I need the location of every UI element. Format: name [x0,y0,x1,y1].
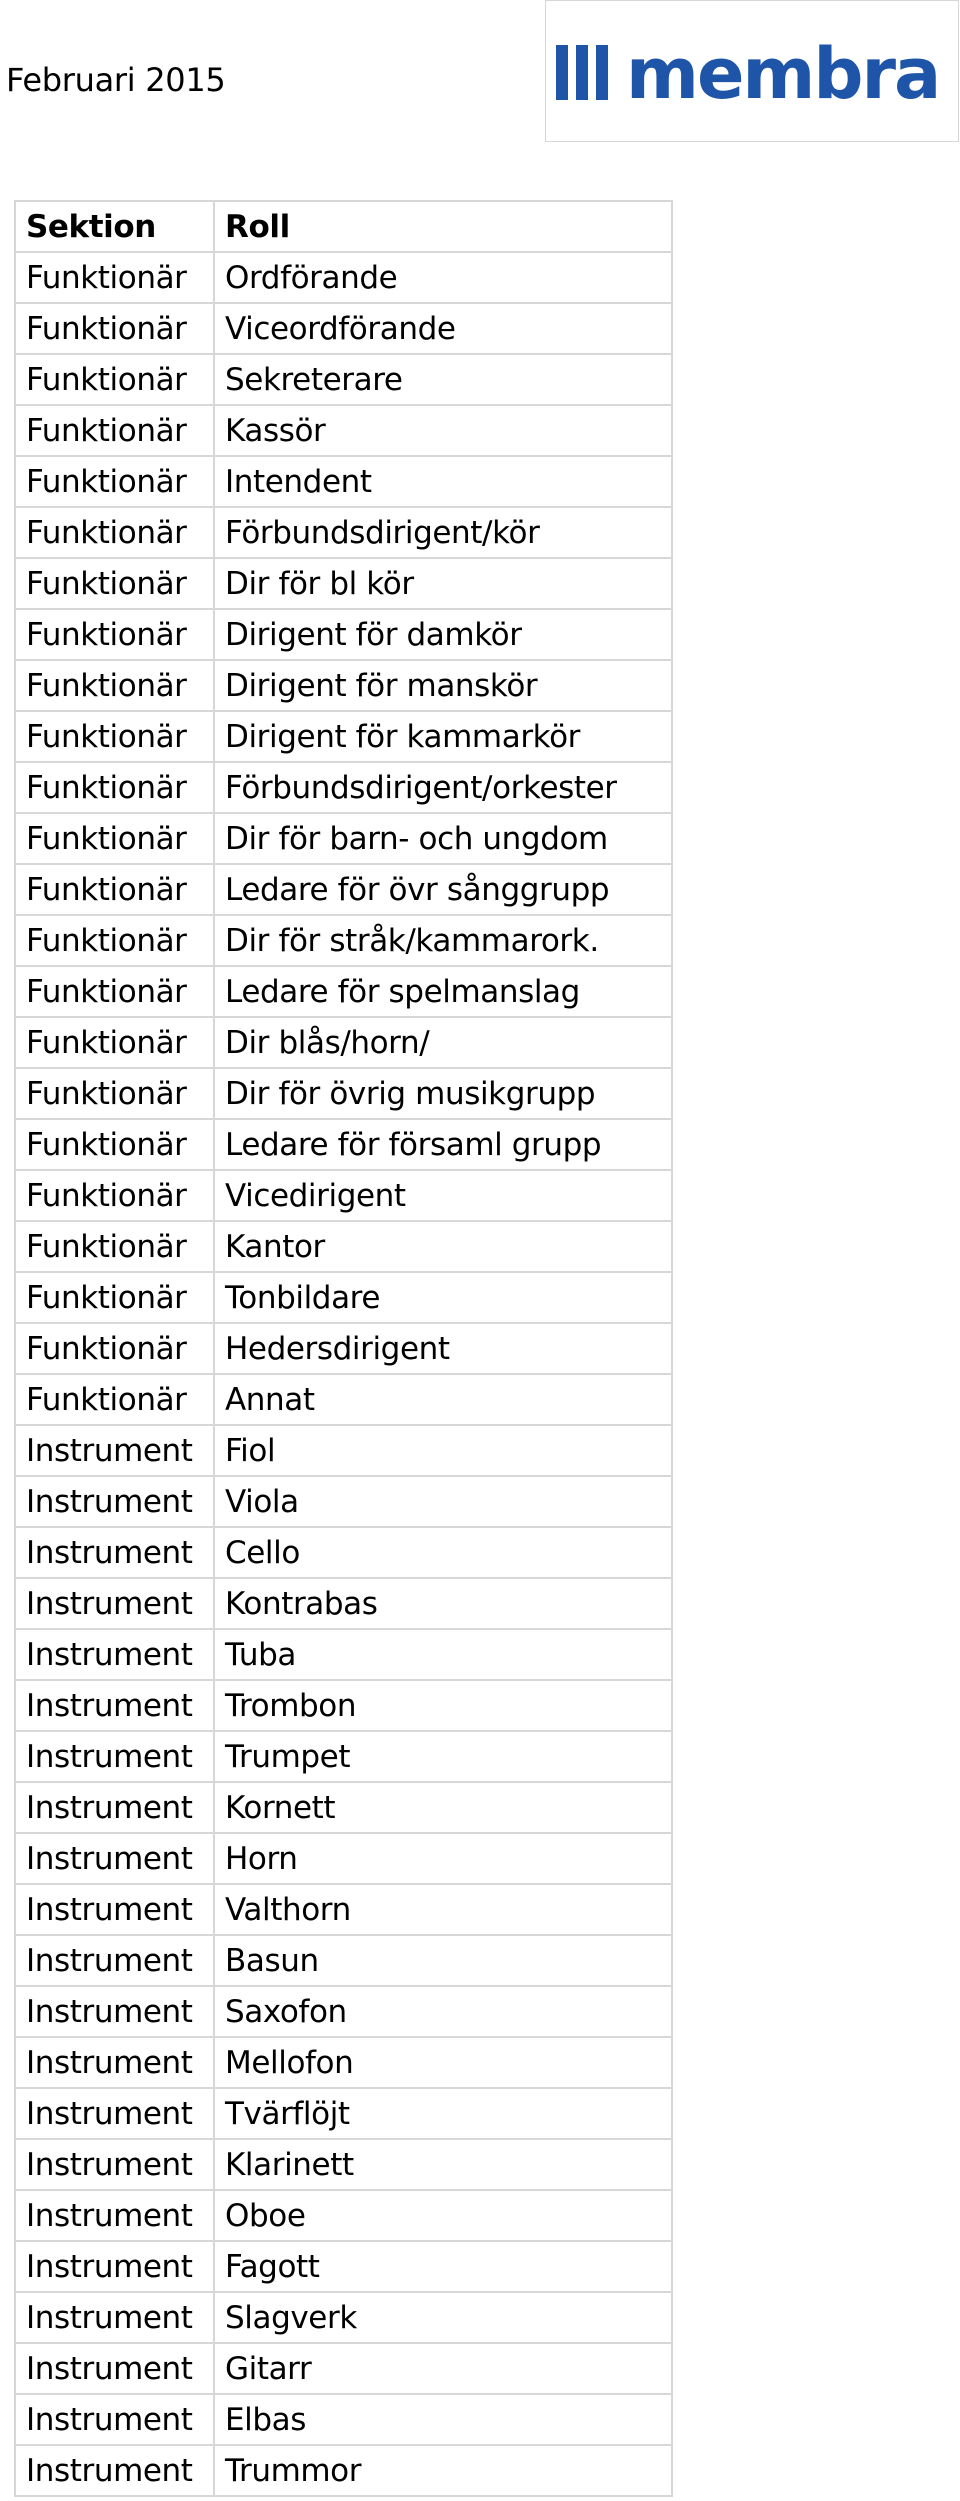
table-row [15,354,672,405]
table-row [15,2088,672,2139]
table-row [15,1986,672,2037]
roll-cell: Elbas [214,2394,672,2445]
sektion-cell: Instrument [15,2088,214,2139]
table-row [15,1935,672,1986]
table-row [15,1629,672,1680]
table-row [15,507,672,558]
sektion-cell: Instrument [15,1680,214,1731]
table-row [15,1884,672,1935]
table-row [15,558,672,609]
sektion-cell: Funktionär [15,507,214,558]
roll-cell: Annat [214,1374,672,1425]
sektion-cell: Instrument [15,1884,214,1935]
roll-cell: Horn [214,1833,672,1884]
sektion-cell: Instrument [15,1476,214,1527]
roll-cell: Kantor [214,1221,672,1272]
table-row [15,1119,672,1170]
table-row [15,1782,672,1833]
sektion-cell: Funktionär [15,660,214,711]
sektion-cell: Instrument [15,1425,214,1476]
roll-cell: Dirigent för kammarkör [214,711,672,762]
document-date: Februari 2015 [6,61,226,99]
sektion-cell: Funktionär [15,456,214,507]
roll-cell: Viola [214,1476,672,1527]
table-row [15,609,672,660]
roll-cell: Förbundsdirigent/kör [214,507,672,558]
membra-logo [545,0,959,142]
membra-logo-mark-icon [546,1,960,143]
sektion-cell: Funktionär [15,1119,214,1170]
roll-cell: Förbundsdirigent/orkester [214,762,672,813]
roll-cell: Intendent [214,456,672,507]
table-row [15,405,672,456]
roll-cell: Klarinett [214,2139,672,2190]
column-header-sektion: Sektion [15,201,214,252]
table-row [15,1731,672,1782]
table-row [15,456,672,507]
sektion-cell: Instrument [15,2241,214,2292]
sektion-cell: Instrument [15,1833,214,1884]
roll-cell: Dirigent för damkör [214,609,672,660]
table-body [15,252,672,2496]
sektion-cell: Funktionär [15,813,214,864]
roll-cell: Dirigent för manskör [214,660,672,711]
sektion-cell: Funktionär [15,252,214,303]
table-row [15,2394,672,2445]
sektion-cell: Funktionär [15,1323,214,1374]
table-row [15,1680,672,1731]
logo-wordmark: membra [626,33,940,115]
roll-cell: Dir för bl kör [214,558,672,609]
sektion-cell: Funktionär [15,711,214,762]
table-row [15,2292,672,2343]
roll-cell: Sekreterare [214,354,672,405]
sektion-cell: Instrument [15,2343,214,2394]
sektion-cell: Funktionär [15,1374,214,1425]
column-header-roll: Roll [214,201,672,252]
sektion-cell: Funktionär [15,1068,214,1119]
roll-cell: Ledare för spelmanslag [214,966,672,1017]
sektion-cell: Funktionär [15,609,214,660]
sektion-cell: Funktionär [15,558,214,609]
sektion-cell: Funktionär [15,762,214,813]
table-row [15,1578,672,1629]
sektion-cell: Instrument [15,2445,214,2496]
table-row [15,1833,672,1884]
table-row [15,252,672,303]
roll-cell: Vicedirigent [214,1170,672,1221]
sektion-cell: Funktionär [15,1272,214,1323]
roll-cell: Kontrabas [214,1578,672,1629]
sektion-cell: Funktionär [15,303,214,354]
table-row [15,1476,672,1527]
roll-cell: Cello [214,1527,672,1578]
table-row [15,2190,672,2241]
sektion-cell: Funktionär [15,915,214,966]
sektion-cell: Instrument [15,1782,214,1833]
sektion-cell: Funktionär [15,354,214,405]
table-row [15,1323,672,1374]
table-row [15,915,672,966]
table-row [15,1068,672,1119]
sektion-cell: Instrument [15,1527,214,1578]
roll-cell: Dir för övrig musikgrupp [214,1068,672,1119]
sektion-cell: Instrument [15,1935,214,1986]
table-row [15,660,672,711]
roll-cell: Tvärflöjt [214,2088,672,2139]
roll-cell: Ledare för övr sånggrupp [214,864,672,915]
sektion-cell: Funktionär [15,966,214,1017]
sektion-cell: Instrument [15,2037,214,2088]
roll-cell: Gitarr [214,2343,672,2394]
roll-cell: Dir blås/horn/ [214,1017,672,1068]
roll-cell: Fiol [214,1425,672,1476]
sektion-cell: Instrument [15,1731,214,1782]
roll-cell: Dir för barn- och ungdom [214,813,672,864]
sektion-cell: Instrument [15,2292,214,2343]
roll-cell: Kassör [214,405,672,456]
table-row [15,2445,672,2496]
table-row [15,813,672,864]
sektion-cell: Instrument [15,2139,214,2190]
table-row [15,2037,672,2088]
table-row [15,1017,672,1068]
table-header-row [15,201,672,252]
table-row [15,1425,672,1476]
table-row [15,1374,672,1425]
sektion-cell: Instrument [15,2190,214,2241]
sektion-cell: Funktionär [15,1017,214,1068]
roll-cell: Basun [214,1935,672,1986]
table-row [15,1170,672,1221]
sektion-cell: Funktionär [15,864,214,915]
roll-cell: Trumpet [214,1731,672,1782]
roll-cell: Ledare för församl grupp [214,1119,672,1170]
roll-cell: Oboe [214,2190,672,2241]
sektion-cell: Instrument [15,1578,214,1629]
table-row [15,1272,672,1323]
roll-cell: Fagott [214,2241,672,2292]
table-row [15,2139,672,2190]
table-row [15,2241,672,2292]
table-row [15,303,672,354]
table-row [15,711,672,762]
table-row [15,1221,672,1272]
roll-cell: Ordförande [214,252,672,303]
roll-cell: Trummor [214,2445,672,2496]
roll-cell: Tonbildare [214,1272,672,1323]
sektion-cell: Funktionär [15,1221,214,1272]
roll-cell: Trombon [214,1680,672,1731]
roll-cell: Saxofon [214,1986,672,2037]
roll-cell: Tuba [214,1629,672,1680]
table-row [15,864,672,915]
table-row [15,966,672,1017]
sektion-cell: Instrument [15,1986,214,2037]
table-row [15,762,672,813]
roll-cell: Valthorn [214,1884,672,1935]
roll-cell: Slagverk [214,2292,672,2343]
sektion-cell: Instrument [15,2394,214,2445]
table-row [15,1527,672,1578]
roll-cell: Dir för stråk/kammarork. [214,915,672,966]
roll-cell: Mellofon [214,2037,672,2088]
sektion-cell: Instrument [15,1629,214,1680]
table-row [15,2343,672,2394]
sektion-cell: Funktionär [15,405,214,456]
roll-cell: Viceordförande [214,303,672,354]
roles-table [14,200,673,2497]
sektion-cell: Funktionär [15,1170,214,1221]
roll-cell: Hedersdirigent [214,1323,672,1374]
roll-cell: Kornett [214,1782,672,1833]
